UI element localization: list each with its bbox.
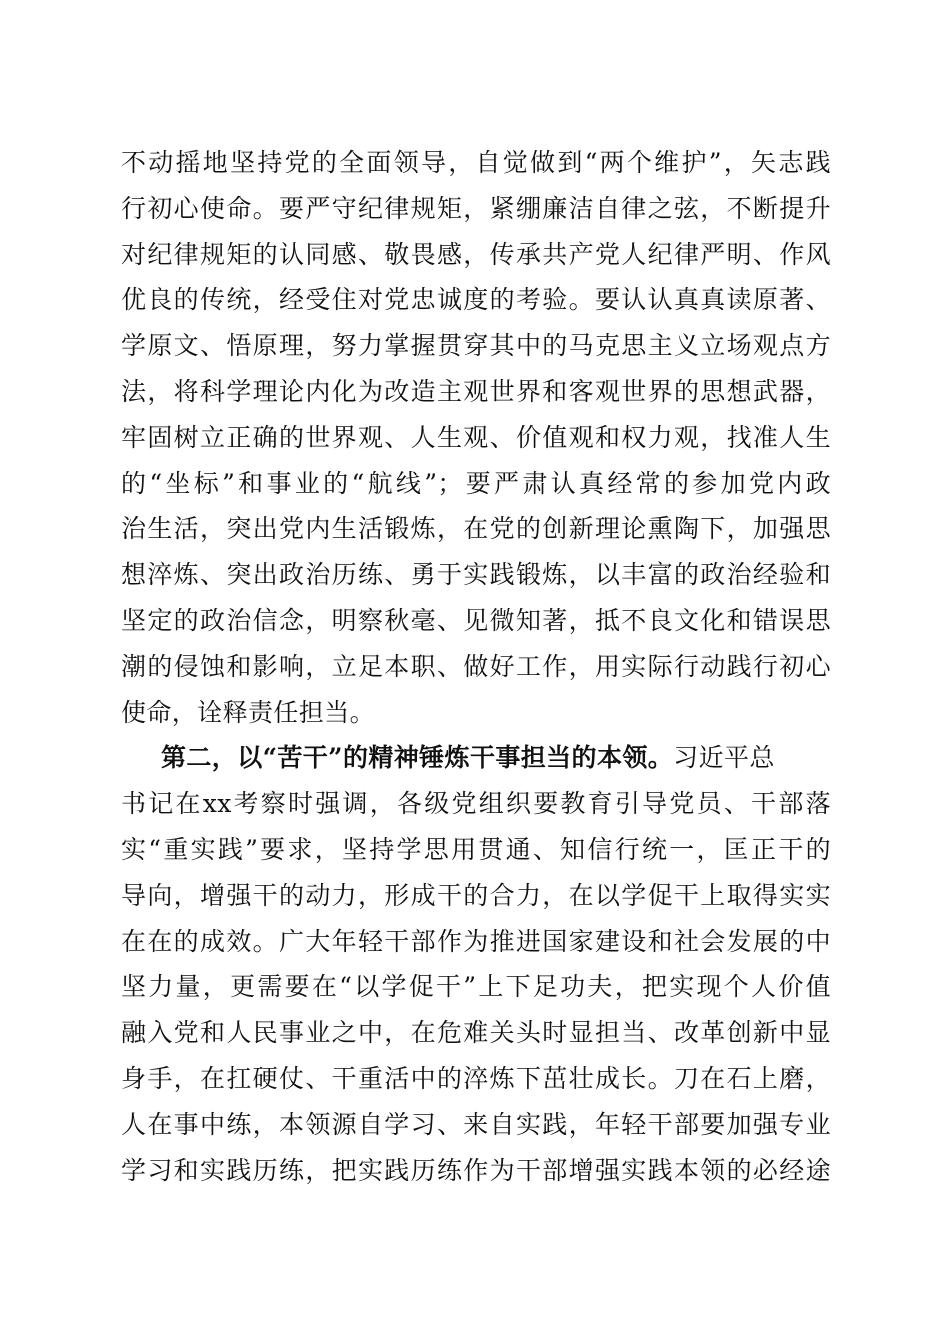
text-line: 潮的侵蚀和影响，立足本职、做好工作，用实际行动践行初心 [121, 651, 831, 681]
text-line: 融入党和人民事业之中，在危难关头时显担当、改革创新中显 [121, 1018, 831, 1048]
text-line: 牢固树立正确的世界观、人生观、价值观和权力观，找准人生 [121, 422, 831, 452]
paragraph-1 [121, 140, 831, 735]
text-line: 治生活，突出党内生活锻炼，在党的创新理论熏陶下，加强思 [121, 514, 831, 544]
text-line: 实“重实践”要求，坚持学思用贯通、知信行统一，匡正干的 [121, 834, 831, 864]
text-line: 的“坐标”和事业的“航线”；要严肃认真经常的参加党内政 [121, 468, 831, 498]
paragraph-text: 习近平总 [673, 743, 775, 773]
text-line-first [121, 735, 831, 781]
text-line: 学习和实践历练，把实践历练作为干部增强实践本领的必经途 [121, 1155, 831, 1185]
text-line: 使命，诠释责任担当。 [121, 697, 376, 727]
text-line: 想淬炼、突出政治历练、勇于实践锻炼，以丰富的政治经验和 [121, 560, 831, 590]
text-line: 坚力量，更需要在“以学促干”上下足功夫，把实现个人价值 [121, 972, 831, 1002]
text-line: 优良的传统，经受住对党忠诚度的考验。要认认真真读原著、 [121, 285, 831, 315]
text-line: 人在事中练，本领源自学习、来自实践，年轻干部要加强专业 [121, 1109, 831, 1139]
text-line: 导向，增强干的动力，形成干的合力，在以学促干上取得实实 [121, 880, 831, 910]
paragraph-2 [121, 735, 831, 1193]
text-line: 法，将科学理论内化为改造主观世界和客观世界的思想武器， [121, 376, 831, 406]
text-line: 身手，在扛硬仗、干重活中的淬炼下茁壮成长。刀在石上磨， [121, 1063, 831, 1093]
text-line: 坚定的政治信念，明察秋毫、见微知著，抵不良文化和错误思 [121, 605, 831, 635]
document-body [121, 140, 831, 1193]
paragraph-heading: 第二，以“苦干”的精神锤炼干事担当的本领。 [161, 743, 674, 773]
text-line: 学原文、悟原理，努力掌握贯穿其中的马克思主义立场观点方 [121, 331, 831, 361]
text-line: 对纪律规矩的认同感、敬畏感，传承共产党人纪律严明、作风 [121, 239, 831, 269]
text-line: 行初心使命。要严守纪律规矩，紧绷廉洁自律之弦，不断提升 [121, 193, 831, 223]
text-line: 不动摇地坚持党的全面领导，自觉做到“两个维护”，矢志践 [121, 148, 831, 177]
text-line: 书记在xx考察时强调，各级党组织要教育引导党员、干部落 [121, 789, 831, 819]
text-line: 在在的成效。广大年轻干部作为推进国家建设和社会发展的中 [121, 926, 831, 956]
